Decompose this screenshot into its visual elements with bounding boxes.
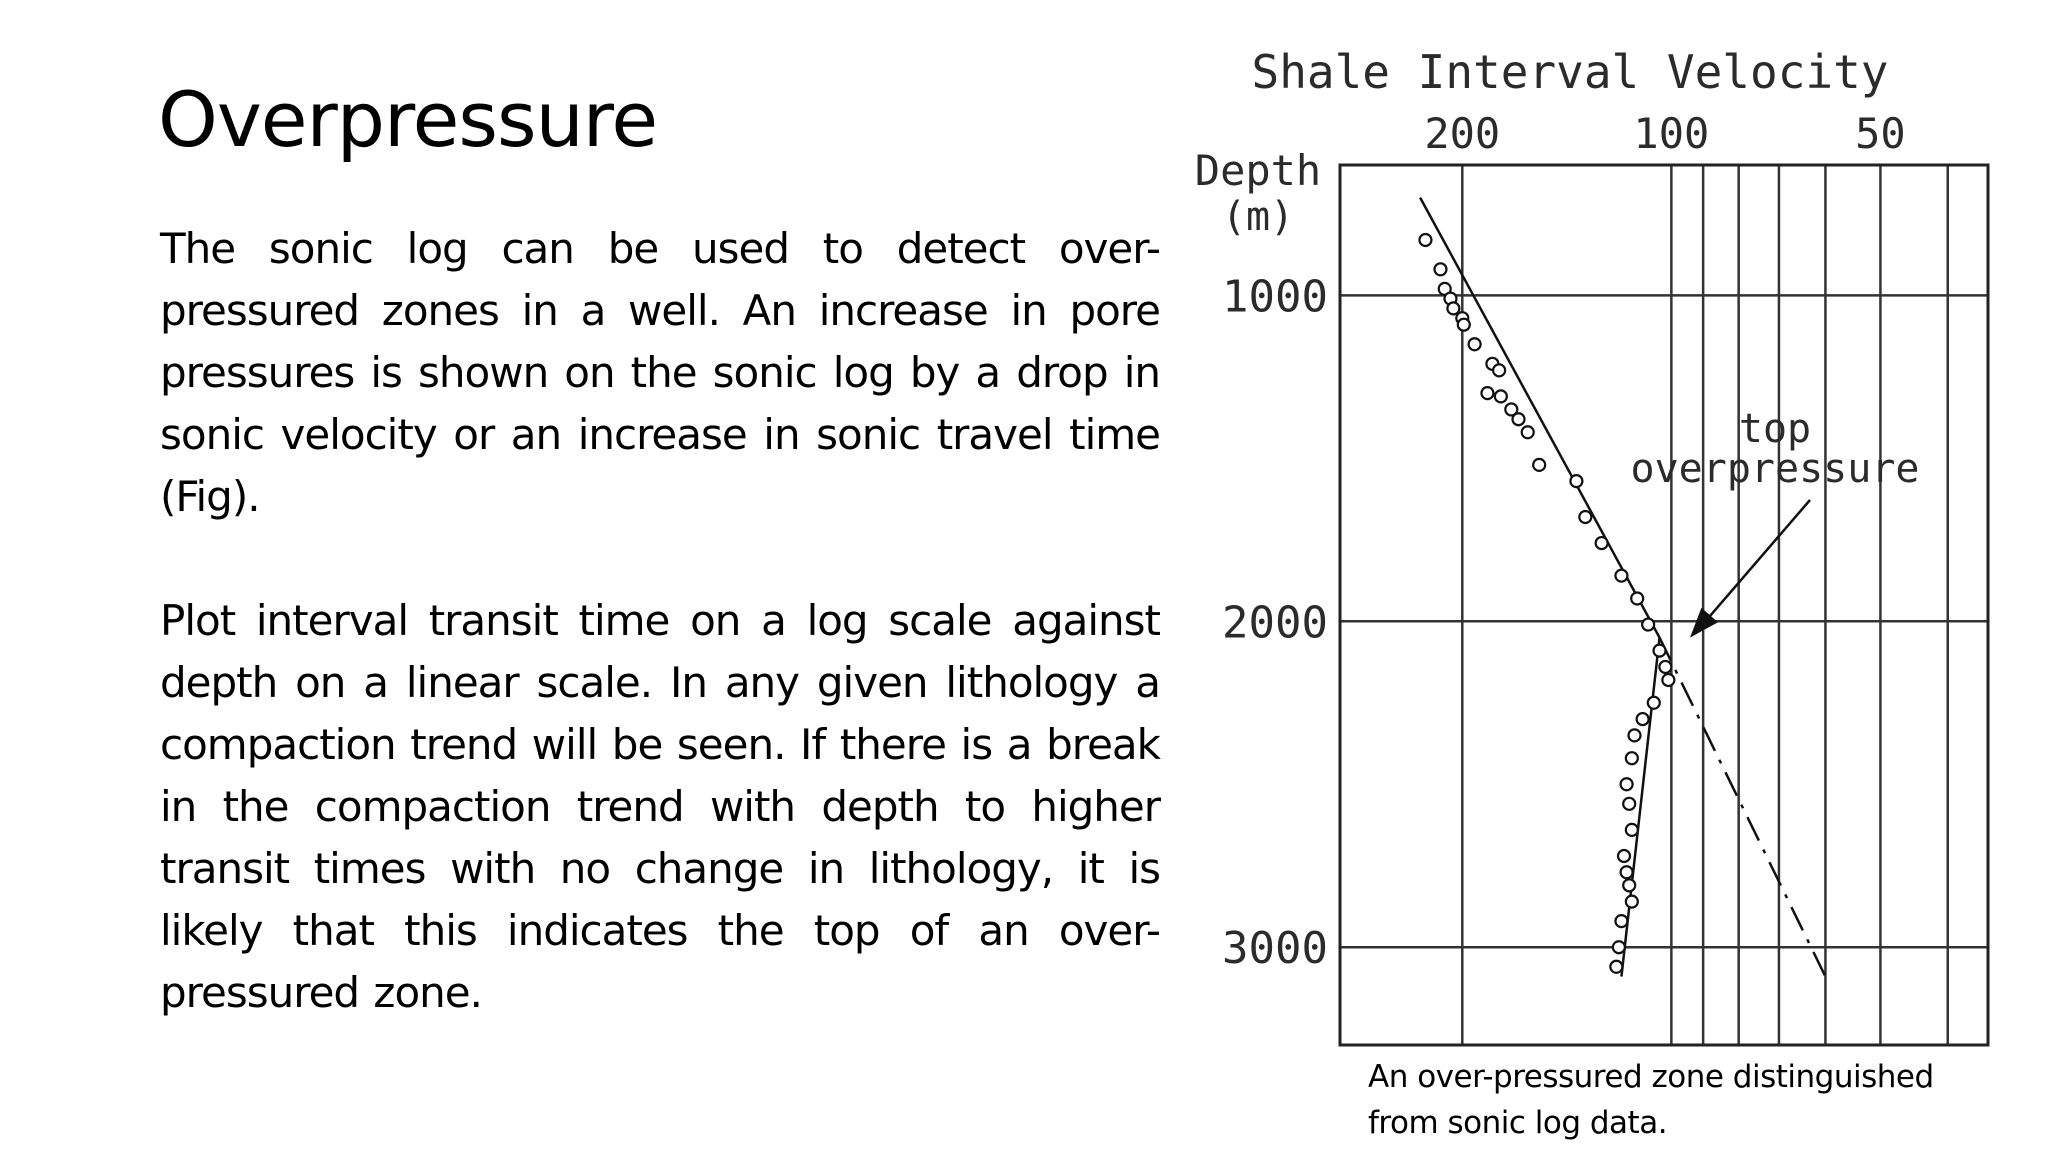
- y-tick-label-2000: 2000: [1222, 597, 1328, 649]
- data-point: [1642, 619, 1654, 631]
- data-point: [1512, 413, 1524, 425]
- overpressure-annotation: [1631, 406, 1920, 638]
- data-point: [1626, 752, 1638, 764]
- sonic-log-chart: [1180, 30, 2020, 1060]
- data-point: [1623, 798, 1635, 810]
- y-tick-label-3000: 3000: [1222, 923, 1328, 975]
- data-point: [1628, 729, 1640, 741]
- chart-tick-labels: [1222, 109, 1906, 974]
- annotation-label-overpressure: overpressure: [1630, 446, 1920, 492]
- x-tick-label-50: 50: [1855, 109, 1906, 158]
- data-point: [1533, 459, 1545, 471]
- figure-caption: An over-pressured zone distinguished from sonic log data.: [1368, 1059, 1934, 1141]
- chart-gridlines: [1340, 165, 1988, 1045]
- data-point: [1481, 387, 1493, 399]
- data-points: [1419, 234, 1674, 973]
- data-point: [1522, 426, 1534, 438]
- data-point: [1579, 511, 1591, 523]
- data-point: [1662, 674, 1674, 686]
- slide-title: Overpressure: [158, 75, 658, 164]
- data-point: [1570, 475, 1582, 487]
- data-point: [1493, 364, 1505, 376]
- paragraph-2: Plot interval transit time on a log scale against depth on a linear scale. In any given lithology a compaction trend will be seen. If there is a break in the compaction trend with depth to higher transit times with no change in lithology, it is likely that this indicates the top of an over-pressured zone.: [160, 596, 1160, 1017]
- y-tick-label-1000: 1000: [1222, 271, 1328, 323]
- data-point: [1621, 866, 1633, 878]
- x-tick-label-200: 200: [1424, 109, 1501, 158]
- data-point: [1659, 661, 1671, 673]
- data-point: [1447, 302, 1459, 314]
- trend-line-2: [1660, 638, 1826, 977]
- plot-frame: [1340, 165, 1988, 1045]
- data-point: [1610, 961, 1622, 973]
- paragraph-1: The sonic log can be used to detect over-pressured zones in a well. An increase in pore pressures is shown on the sonic log by a drop in sonic velocity or an increase in sonic travel time (Fig).: [160, 224, 1160, 521]
- slide-body: [160, 218, 1160, 1086]
- data-point: [1419, 234, 1431, 246]
- data-point: [1654, 645, 1666, 657]
- data-point: [1596, 537, 1608, 549]
- data-point: [1495, 390, 1507, 402]
- y-axis-label-depth: Depth: [1194, 146, 1322, 195]
- data-point: [1613, 941, 1625, 953]
- data-point: [1615, 570, 1627, 582]
- data-point: [1626, 896, 1638, 908]
- x-tick-label-100: 100: [1633, 109, 1710, 158]
- annotation-arrow-shaft: [1700, 500, 1810, 628]
- data-point: [1434, 263, 1446, 275]
- data-point: [1631, 592, 1643, 604]
- data-point: [1637, 713, 1649, 725]
- annotation-label-top: top: [1738, 406, 1812, 452]
- sonic-log-figure: [1180, 30, 2020, 1060]
- y-axis-label-unit: (m): [1221, 194, 1295, 240]
- data-point: [1621, 778, 1633, 790]
- data-point: [1648, 697, 1660, 709]
- data-point: [1626, 824, 1638, 836]
- chart-title: Shale Interval Velocity: [1251, 45, 1889, 99]
- data-point: [1615, 915, 1627, 927]
- data-point: [1469, 338, 1481, 350]
- data-point: [1623, 879, 1635, 891]
- data-point: [1458, 319, 1470, 331]
- data-point: [1618, 850, 1630, 862]
